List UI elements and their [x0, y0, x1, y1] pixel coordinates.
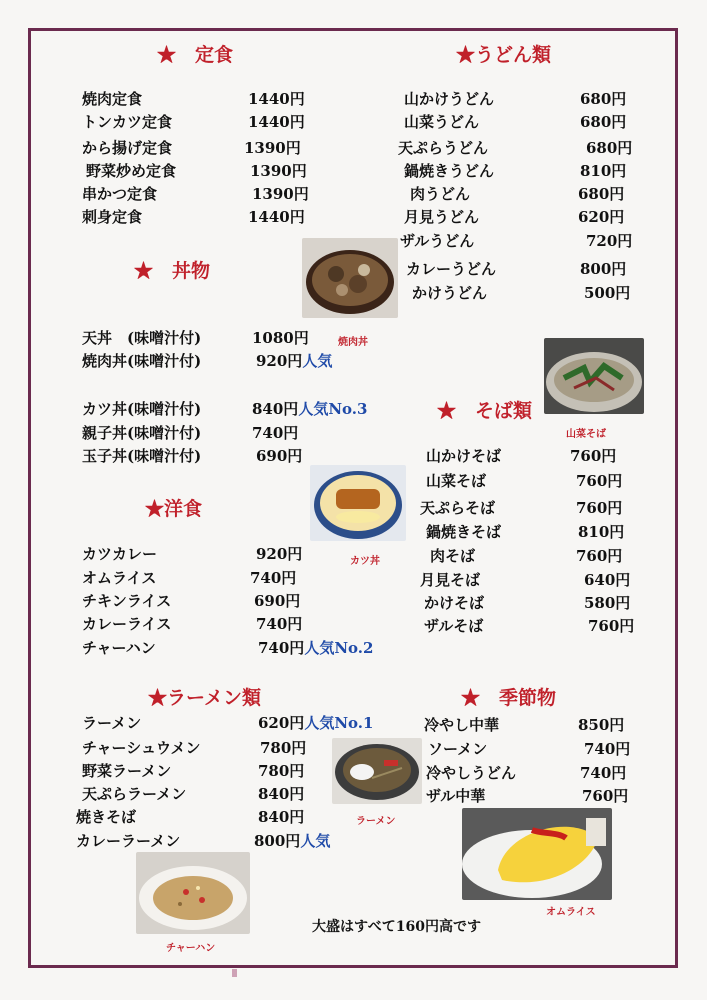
menu-item-name: 山かけそば [426, 447, 502, 465]
menu-item-name: 鍋焼きうどん [404, 162, 495, 180]
menu-item-price: 680円 [578, 185, 625, 203]
menu-item-name: かけそば [424, 594, 485, 612]
sansai-soba-caption: 山菜そば [566, 429, 606, 440]
menu-item-name: 玉子丼(味噌汁付) [82, 447, 202, 465]
menu-item-name: 月見うどん [404, 208, 480, 226]
menu-item-price: 840円人気No.3 [252, 400, 368, 418]
menu-item-name: カレーライス [82, 615, 172, 633]
menu-item-price: 1440円 [248, 90, 305, 108]
menu-item-price: 740円 [250, 569, 297, 587]
menu-item-price: 690円 [254, 592, 301, 610]
menu-item-price: 1080円 [252, 329, 309, 347]
katsudon-bowl-image [310, 465, 406, 541]
ramen-bowl-image [332, 738, 422, 804]
menu-item-name: 肉そば [430, 547, 476, 565]
menu-item-price: 840円 [258, 808, 305, 826]
teishoku-heading: ★ 定食 [157, 44, 234, 66]
menu-item-price: 850円 [578, 716, 625, 734]
menu-item-name: チキンライス [82, 592, 172, 610]
menu-item-name: カツ丼(味噌汁付) [82, 400, 202, 418]
menu-item-price: 740円 [580, 764, 627, 782]
menu-item-name: 野菜炒め定食 [86, 162, 177, 180]
menu-item-price: 800円人気 [254, 832, 331, 850]
menu-item-name: オムライス [82, 569, 157, 587]
menu-item-name: 焼きそば [76, 808, 137, 826]
yakinikudon-photo [302, 238, 398, 318]
popular-badge: 人気No.2 [304, 639, 374, 657]
chahan-photo [136, 852, 250, 934]
menu-item-price: 620円 [578, 208, 625, 226]
yakinikudon-caption: 焼肉丼 [338, 337, 368, 348]
menu-item-name: カレーうどん [406, 260, 497, 278]
menu-item-price: 780円 [258, 762, 305, 780]
omurice-plate-image [462, 808, 612, 900]
menu-item-price: 720円 [586, 232, 633, 250]
menu-item-price: 760円 [582, 787, 629, 805]
menu-item-name: 焼肉定食 [82, 90, 143, 108]
menu-item-name: 天ぷらうどん [398, 139, 489, 157]
ramen-heading: ★ラーメン類 [148, 687, 262, 709]
menu-item-name: ザル中華 [426, 787, 486, 805]
menu-item-name: チャーシュウメン [82, 739, 201, 757]
menu-item-name: 鍋焼きそば [426, 523, 502, 541]
menu-item-price: 760円 [570, 447, 617, 465]
menu-item-name: 月見そば [420, 571, 481, 589]
menu-item-name: 天ぷらラーメン [82, 785, 187, 803]
menu-item-price: 680円 [580, 90, 627, 108]
menu-item-name: トンカツ定食 [82, 113, 173, 131]
yoshoku-heading: ★洋食 [145, 498, 203, 520]
menu-item-price: 920円人気 [256, 352, 333, 370]
menu-item-price: 680円 [586, 139, 633, 157]
menu-item-price: 760円 [576, 472, 623, 490]
menu-item-name: 刺身定食 [82, 208, 143, 226]
menu-item-name: ザルうどん [400, 232, 475, 250]
ramen-photo [332, 738, 422, 804]
menu-item-name: から揚げ定食 [82, 139, 173, 157]
menu-item-name: 冷やし中華 [424, 716, 500, 734]
menu-item-name: 肉うどん [410, 185, 471, 203]
menu-item-price: 810円 [580, 162, 627, 180]
menu-item-price: 580円 [584, 594, 631, 612]
menu-item-price: 760円 [588, 617, 635, 635]
menu-item-price: 1390円 [244, 139, 301, 157]
menu-item-name: 山菜そば [426, 472, 487, 490]
menu-item-name: カレーラーメン [76, 832, 181, 850]
menu-item-name: 焼肉丼(味噌汁付) [82, 352, 202, 370]
menu-item-name: カツカレー [82, 545, 158, 563]
menu-item-name: かけうどん [412, 284, 488, 302]
menu-item-price: 780円 [260, 739, 307, 757]
menu-item-price: 500円 [584, 284, 631, 302]
menu-item-price: 740円 [252, 424, 299, 442]
menu-item-name: 天ぷらそば [420, 499, 496, 517]
stamp-mark [232, 969, 237, 977]
katsudon-caption: カツ丼 [350, 556, 380, 567]
popular-badge: 人気No.1 [304, 714, 374, 732]
menu-item-name: ラーメン [82, 714, 142, 732]
chahan-plate-image [136, 852, 250, 934]
menu-item-price: 1390円 [250, 162, 307, 180]
sansai-soba-photo [544, 338, 644, 414]
menu-item-price: 920円 [256, 545, 303, 563]
omurice-caption: オムライス [546, 907, 596, 918]
menu-item-name: 山かけうどん [404, 90, 495, 108]
menu-item-name: 野菜ラーメン [82, 762, 172, 780]
menu-item-price: 740円 [584, 740, 631, 758]
menu-item-price: 800円 [580, 260, 627, 278]
udon-heading: ★うどん類 [456, 44, 552, 66]
menu-item-price: 740円 [256, 615, 303, 633]
menu-item-price: 810円 [578, 523, 625, 541]
menu-item-price: 1440円 [248, 113, 305, 131]
menu-item-price: 740円人気No.2 [258, 639, 374, 657]
popular-badge: 人気No.3 [298, 400, 368, 418]
kisetsu-heading: ★ 季節物 [461, 687, 557, 709]
menu-item-price: 1390円 [252, 185, 309, 203]
menu-item-name: ソーメン [428, 740, 488, 758]
popular-badge: 人気 [302, 352, 333, 370]
menu-item-name: 山菜うどん [404, 113, 480, 131]
footer-note: 大盛はすべて160円高です [312, 919, 481, 935]
menu-item-price: 760円 [576, 547, 623, 565]
menu-item-price: 690円 [256, 447, 303, 465]
chahan-caption: チャーハン [166, 943, 216, 954]
menu-item-name: 冷やしうどん [426, 764, 517, 782]
menu-item-price: 640円 [584, 571, 631, 589]
menu-item-name: 串かつ定食 [82, 185, 158, 203]
menu-item-price: 620円人気No.1 [258, 714, 374, 732]
popular-badge: 人気 [300, 832, 331, 850]
bowl-image [302, 238, 398, 318]
menu-item-price: 1440円 [248, 208, 305, 226]
donburi-heading: ★ 丼物 [134, 260, 211, 282]
ramen-caption: ラーメン [356, 816, 396, 827]
omurice-photo [462, 808, 612, 900]
soba-heading: ★ そば類 [437, 400, 533, 422]
menu-item-price: 680円 [580, 113, 627, 131]
menu-item-name: ザルそば [424, 617, 484, 635]
menu-item-price: 760円 [576, 499, 623, 517]
katsudon-photo [310, 465, 406, 541]
menu-item-name: チャーハン [82, 639, 156, 657]
menu-item-name: 天丼 (味噌汁付) [82, 329, 202, 347]
soba-bowl-image [544, 338, 644, 414]
menu-item-name: 親子丼(味噌汁付) [82, 424, 202, 442]
menu-item-price: 840円 [258, 785, 305, 803]
